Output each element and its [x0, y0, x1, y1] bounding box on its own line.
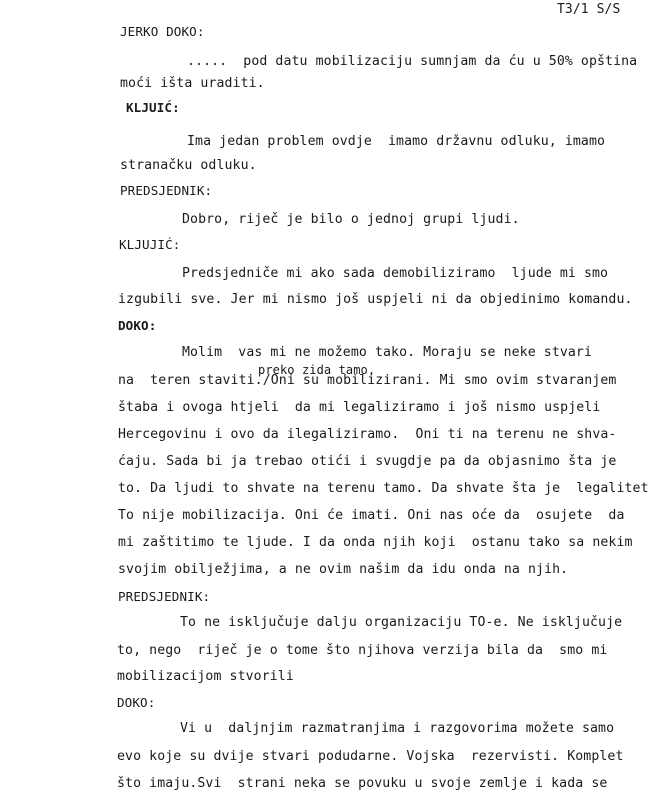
speaker-label: JERKO DOKO:: [120, 24, 205, 39]
transcript-line: ćaju. Sada bi ja trebao otići i svugdje pa da objasnimo šta je: [118, 454, 617, 469]
transcript-line: Ima jedan problem ovdje imamo državnu odluku, imamo: [187, 134, 606, 149]
transcript-line: Predsjedniče mi ako sada demobiliziramo ljude mi smo: [182, 266, 609, 281]
transcript-line: moći išta uraditi.: [120, 76, 265, 91]
transcript-line: evo koje su dvije stvari podudarne. Vojska rezervisti. Komplet: [117, 749, 624, 764]
transcript-line: Molim vas mi ne možemo tako. Moraju se neke stvari: [182, 345, 593, 360]
transcript-line: mi zaštitimo te ljude. I da onda njih koji ostanu tako sa nekim: [118, 535, 633, 550]
speaker-label: PREDSJEDNIK:: [118, 589, 211, 604]
transcript-line: što imaju.Svi strani neka se povuku u svoje zemlje i kada se: [117, 776, 608, 791]
transcript-line: Hercegovinu i ovo da ilegaliziramo. Oni ti na terenu ne shva-: [118, 427, 617, 442]
transcript-line: izgubili sve. Jer mi nismo još uspjeli ni da objedinimo komandu.: [118, 292, 633, 307]
speaker-label: PREDSJEDNIK:: [120, 183, 213, 198]
transcript-line: to. Da ljudi to shvate na terenu tamo. Da shvate šta je legalitet: [118, 481, 649, 496]
transcript-line: Vi u daljnjim razmatranjima i razgovorima možete samo: [180, 721, 615, 736]
transcript-line: svojim obilježjima, a ne ovim našim da idu onda na njih.: [118, 562, 569, 577]
transcript-line: To ne isključuje dalju organizaciju TO-e. Ne isključuje: [180, 615, 623, 630]
speaker-label: KLJUIĆ:: [126, 100, 180, 115]
transcript-line: na teren staviti./Oni su mobilizirani. Mi smo ovim stvaranjem: [118, 373, 617, 388]
transcript-line: Dobro, riječ je bilo o jednoj grupi ljudi.: [182, 212, 520, 227]
speaker-label: DOKO:: [118, 318, 157, 333]
transcript-line: stranačku odluku.: [120, 158, 257, 173]
speaker-label: DOKO:: [117, 695, 156, 710]
transcript-line: ..... pod datu mobilizaciju sumnjam da ću u 50% opština: [187, 54, 638, 69]
transcript-line: to, nego riječ je o tome što njihova verzija bila da smo mi: [117, 643, 608, 658]
transcript-line: mobilizacijom stvorili: [117, 669, 294, 684]
transcript-line: štaba i ovoga htjeli da mi legaliziramo i još nismo uspjeli: [118, 400, 601, 415]
speaker-label: KLJUJIĆ:: [119, 237, 181, 252]
interlinear-insertion: preko zida tamo.: [258, 363, 376, 377]
page-reference: T3/1 S/S: [557, 2, 621, 17]
transcript-line: To nije mobilizacija. Oni će imati. Oni nas oće da osujete da: [118, 508, 625, 523]
